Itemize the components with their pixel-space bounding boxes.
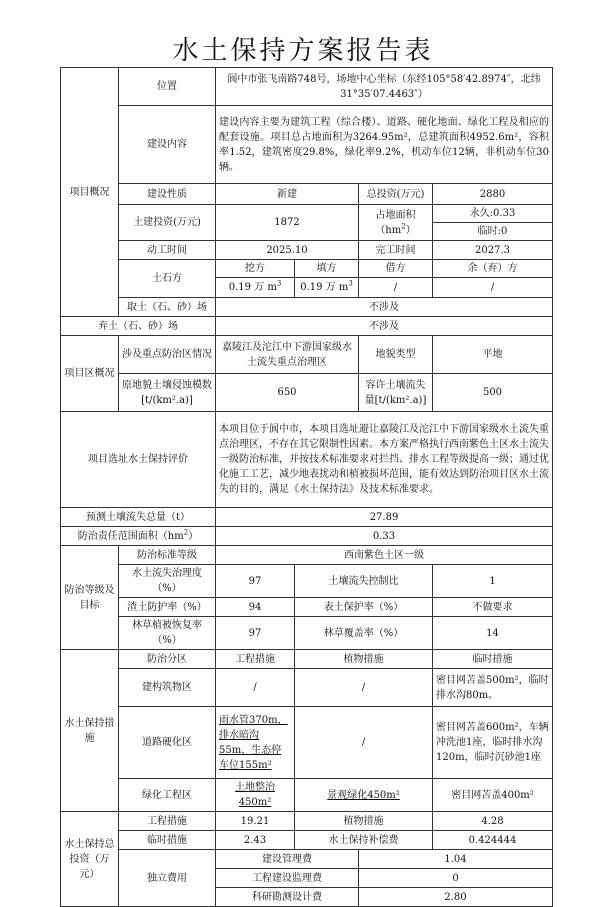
- area-label-unit: （hm: [375, 224, 402, 236]
- control-value: 1: [433, 565, 553, 598]
- section-region: 项目区概况: [61, 336, 119, 412]
- green-temp: 密目网苫盖400m²: [433, 779, 553, 812]
- evaluation-label: 项目选址水土保持评价: [61, 412, 216, 508]
- start-value: 2025.10: [216, 241, 359, 260]
- end-label: 完工时间: [359, 241, 433, 260]
- area-label: 占地面积 $(hm^2)$: [359, 205, 433, 241]
- surplus-value: /: [433, 278, 553, 298]
- eng-header: 工程措施: [216, 650, 295, 669]
- topsoil-label: 表土保护率（%）: [295, 598, 433, 617]
- cut-value-text: 0.19 万 m: [228, 282, 277, 293]
- road-temp: 密目网苫盖600m²，车辆冲洗池1座，临时排水沟120m，临时沉砂池1座: [433, 707, 553, 779]
- end-value: 2027.3: [433, 241, 553, 260]
- independent-label: 独立费用: [119, 850, 216, 907]
- inv-compensation-label: 水土保持补偿费: [295, 831, 433, 850]
- green-plant: 景观绿化450m²: [295, 779, 433, 812]
- treat-label: 水土流失治理度（%）: [119, 565, 216, 598]
- allowable-value: 500: [433, 374, 553, 412]
- evaluation-text: 本项目位于阆中市，本项目选址避让嘉陵江及沱江中下游国家级水土流失重点治理区，不存在其它限制性因素。本方案严格执行西南紫色土区水土流失一级防治标准，并按技术标准要求对拦挡、排水工程等级提高一级；通过优化施工工艺，减少地表扰动和植被损坏范围，能有效达到防治项目区水土流失的目的，满足《水土保持法》及技术标准要求。: [216, 412, 553, 508]
- green-eng: 土地整治450m²: [216, 779, 295, 812]
- section-measures: 水土保持措施: [61, 650, 119, 812]
- fill-value: 0.19 万 $m^3$: [295, 278, 359, 298]
- landform-value: 平地: [433, 336, 553, 374]
- temp-header: 临时措施: [433, 650, 553, 669]
- veg-cover-value: 14: [433, 617, 553, 650]
- design-label: 科研勘测设计费: [216, 888, 359, 907]
- slag-label: 渣土防护率（%）: [119, 598, 216, 617]
- area-label-line1: 占地面积: [375, 209, 416, 221]
- predicted-value: 27.89: [216, 508, 553, 527]
- supervision-label: 工程建设监理费: [216, 869, 359, 888]
- key-area-label: 涉及重点防治区情况: [119, 336, 216, 374]
- supervision-value: 0: [359, 869, 553, 888]
- fill-value-text: 0.19 万 m: [300, 282, 349, 293]
- control-label: 土壤流失控制比: [295, 565, 433, 598]
- topsoil-value: 不做要求: [433, 598, 553, 617]
- resp-area-label: 防治责任范围面积$(hm^2)$: [61, 527, 216, 546]
- area-label-close: ）: [405, 224, 416, 236]
- borrow-value: /: [359, 278, 433, 298]
- fill-label: 填方: [295, 260, 359, 278]
- nature-label: 建设性质: [119, 184, 216, 205]
- slag-value: 94: [216, 598, 295, 617]
- original-erosion-label: 原地貌土壤侵蚀模数[t/(km².a)]: [119, 374, 216, 412]
- content-value: 建设内容主要为建筑工程（综合楼）、道路、硬化地面、绿化工程及相应的配套设施。项目总占地面积为3264.95m²，总建筑面积4952.6m²，容积率1.52，建筑密度29.8%，绿化率9.2%，机动车位12辆，非机动车位30辆。: [216, 106, 553, 184]
- landform-label: 地貌类型: [359, 336, 433, 374]
- mgmt-label: 建设管理费: [216, 850, 359, 869]
- building-eng: /: [216, 669, 295, 707]
- building-temp: 密目网苫盖500m²，临时排水沟80m。: [433, 669, 553, 707]
- start-label: 动工时间: [119, 241, 216, 260]
- design-value: 2.80: [359, 888, 553, 907]
- key-area-value: 嘉陵江及沱江中下游国家级水土流失重点治理区: [216, 336, 359, 374]
- mgmt-value: 1.04: [359, 850, 553, 869]
- dump-site-value: 不涉及: [216, 317, 553, 336]
- plant-header: 植物措施: [295, 650, 433, 669]
- building-zone: 建构筑物区: [119, 669, 216, 707]
- inv-compensation-value: 0.424444: [433, 831, 553, 850]
- original-erosion-value: 650: [216, 374, 359, 412]
- section-investment: 水土保持总投资（万元）: [61, 812, 119, 907]
- take-site-value: 不涉及: [216, 298, 553, 317]
- inv-temp-label: 临时措施: [119, 831, 216, 850]
- civil-invest-label: 土建投资(万元): [119, 205, 216, 241]
- veg-cover-label: 林草覆盖率（%）: [295, 617, 433, 650]
- inv-eng-label: 工程措施: [119, 812, 216, 831]
- zone-header: 防治分区: [119, 650, 216, 669]
- dump-site-label: 弃土（石、砂）场: [61, 317, 216, 336]
- inv-eng-value: 19.21: [216, 812, 295, 831]
- cut-label: 挖方: [216, 260, 295, 278]
- road-zone: 道路硬化区: [119, 707, 216, 779]
- veg-restore-value: 97: [216, 617, 295, 650]
- earth-label: 土石方: [119, 260, 216, 298]
- inv-plant-label: 植物措施: [295, 812, 433, 831]
- veg-restore-label: 林草植被恢复率（%）: [119, 617, 216, 650]
- total-invest-value: 2880: [433, 184, 553, 205]
- grade-label: 防治标准等级: [119, 546, 216, 565]
- area-permanent: 永久:0.33: [433, 205, 553, 223]
- surplus-label: 余（弃）方: [433, 260, 553, 278]
- cut-value: 0.19 万 $m^3$: [216, 278, 295, 298]
- section-overview: 项目概况: [61, 68, 119, 317]
- building-plant: /: [295, 669, 433, 707]
- grade-value: 西南紫色土区一级: [216, 546, 553, 565]
- allowable-label: 容许土壤流失量[t/(km².a)]: [359, 374, 433, 412]
- location-value: 阆中市张飞南路748号，场地中心坐标（东经105°58′42.8974″，北纬31°35′07.4463″）: [216, 68, 553, 106]
- total-invest-label: 总投资(万元): [359, 184, 433, 205]
- green-zone: 绿化工程区: [119, 779, 216, 812]
- area-temporary: 临时:0: [433, 223, 553, 241]
- content-label: 建设内容: [119, 106, 216, 184]
- inv-plant-value: 4.28: [433, 812, 553, 831]
- resp-area-label-text: 防治责任范围面积（hm: [77, 530, 184, 542]
- page-title: 水土保持方案报告表: [172, 36, 434, 66]
- section-targets: 防治等级及目标: [61, 546, 119, 650]
- location-label: 位置: [119, 68, 216, 106]
- road-eng: 雨水管370m，排水暗沟55m，生态停车位155m²: [216, 707, 295, 779]
- report-table: [60, 67, 553, 907]
- treat-value: 97: [216, 565, 295, 598]
- civil-invest-value: 1872: [216, 205, 359, 241]
- resp-area-label-close: ）: [188, 530, 199, 542]
- road-plant: /: [295, 707, 433, 779]
- predicted-label: 预测土壤流失总量（t）: [61, 508, 216, 527]
- resp-area-value: 0.33: [216, 527, 553, 546]
- take-site-label: 取土（石、砂）场: [119, 298, 216, 317]
- nature-value: 新建: [216, 184, 359, 205]
- inv-temp-value: 2.43: [216, 831, 295, 850]
- borrow-label: 借方: [359, 260, 433, 278]
